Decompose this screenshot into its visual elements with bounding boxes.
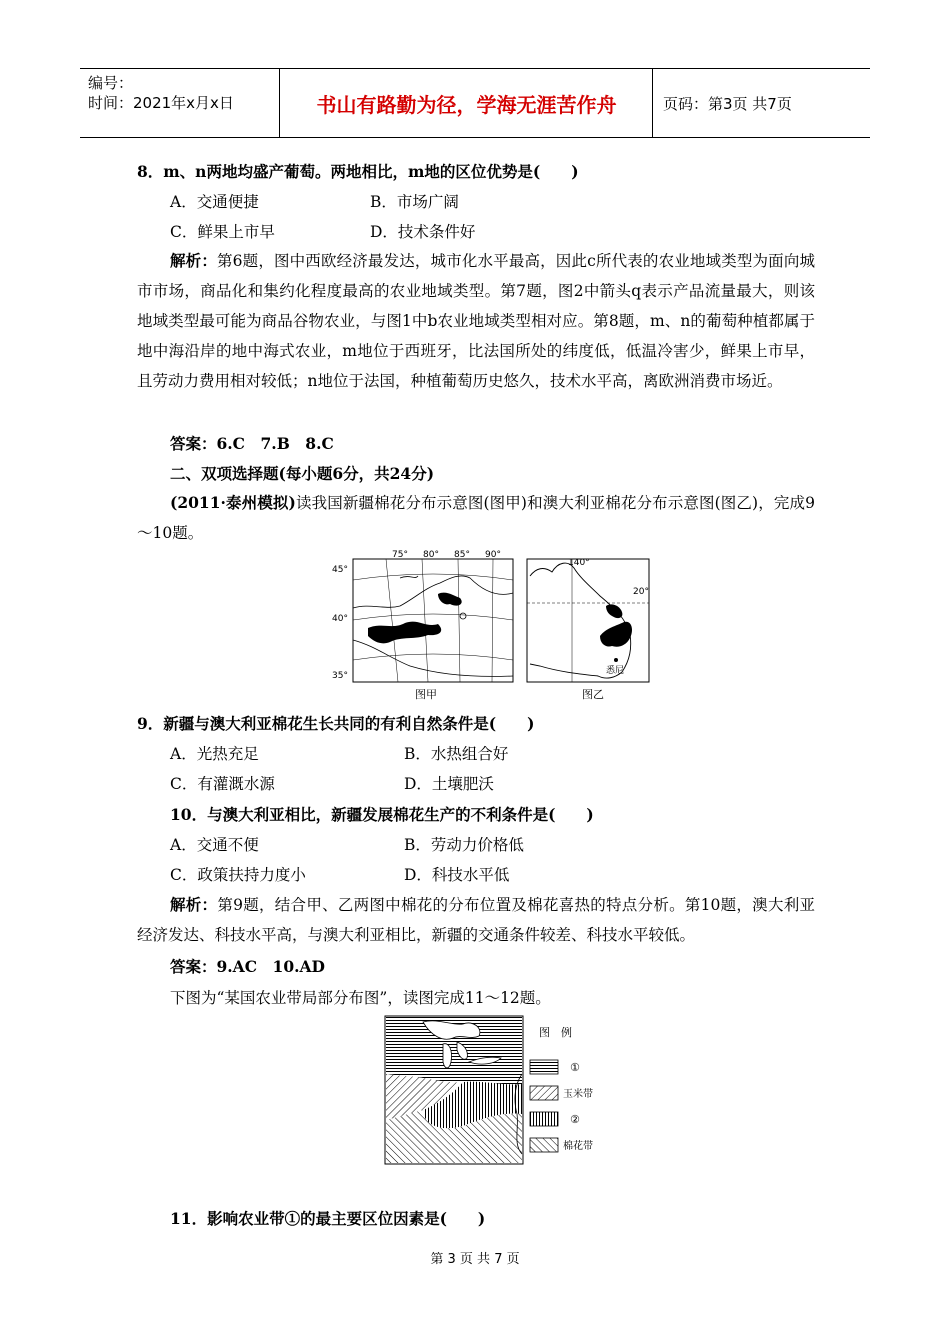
q8-option-c: C．鲜果上市早 xyxy=(170,223,275,241)
q8-stem: 8．m、n两地均盛产葡萄。两地相比，m地的区位优势是( ) xyxy=(137,162,579,181)
intro-2-source: (2011·泰州模拟) xyxy=(170,493,296,512)
caption-map-a: 图甲 xyxy=(415,688,437,701)
legend-title: 图 例 xyxy=(539,1026,572,1039)
number-label: 编号： xyxy=(88,74,134,92)
lat-label-35: 35° xyxy=(332,671,348,681)
cotton-distribution-figure xyxy=(330,548,660,700)
agricultural-belt-figure xyxy=(383,1014,623,1166)
map-b-frame xyxy=(527,559,649,682)
intro-2 xyxy=(137,488,815,548)
analysis-1 xyxy=(137,246,815,396)
legend-label-2: ② xyxy=(570,1113,580,1126)
q11-stem: 11．影响农业带①的最主要区位因素是( ) xyxy=(170,1209,486,1228)
analysis-1-text: 第6题，图中西欧经济最发达，城市化水平最高，因此c所代表的农业地域类型为面向城市市场，商品化和集约化程度最高的农业地域类型。第7题，图2中箭头q表示产品流量最大，则该地域类型最可能为商品谷物农业，与图1中b农业地域类型相对应。第8题，m、n的葡萄种植都属于地中海沿岸的地中海式农业，m地位于西班牙，比法国所处的纬度低，低温冷害少，鲜果上市早，且劳动力费用相对较低；n地位于法国，种植葡萄历史悠久，技术水平高，离欧洲消费市场近。 xyxy=(137,252,815,390)
lon-label-85: 85° xyxy=(454,550,470,560)
lon-label-90: 90° xyxy=(485,550,501,560)
lat-label-20: 20° xyxy=(633,587,649,597)
legend-swatch-cotton xyxy=(530,1138,558,1152)
q10-option-c: C．政策扶持力度小 xyxy=(170,866,306,884)
q10-option-b: B．劳动力价格低 xyxy=(404,836,524,854)
q9-option-c: C．有灌溉水源 xyxy=(170,775,275,793)
analysis-1-label: 解析： xyxy=(170,251,217,270)
q8-option-b: B．市场广阔 xyxy=(370,193,459,211)
legend-label-1: ① xyxy=(570,1061,580,1074)
header-meta xyxy=(80,69,280,137)
q10-stem: 10．与澳大利亚相比，新疆发展棉花生产的不利条件是( ) xyxy=(170,805,594,824)
legend-label-cotton: 棉花带 xyxy=(563,1141,593,1152)
lon-label-140: 140° xyxy=(568,558,590,568)
q10-option-a: A．交通不便 xyxy=(170,836,259,854)
lat-label-40: 40° xyxy=(332,614,348,624)
analysis-2-text: 第9题，结合甲、乙两图中棉花的分布位置及棉花喜热的特点分析。第10题，澳大利亚经济发达、科技水平高，与澳大利亚相比，新疆的交通条件较差、科技水平较低。 xyxy=(137,896,815,944)
caption-map-b: 图乙 xyxy=(582,688,604,701)
time-label: 时间：2021年x月x日 xyxy=(88,94,234,112)
q9-option-b: B．水热组合好 xyxy=(404,745,509,763)
page-footer: 第 3 页 共 7 页 xyxy=(430,1252,520,1267)
answer-2: 答案：9.AC 10.AD xyxy=(170,957,325,976)
header-motto: 书山有路勤为径，学海无涯苦作舟 xyxy=(281,69,653,137)
legend-swatch-corn xyxy=(530,1086,558,1100)
q8-option-d: D．技术条件好 xyxy=(370,223,476,241)
section-2-title: 二、双项选择题(每小题6分，共24分) xyxy=(170,464,435,483)
page-header xyxy=(80,68,870,138)
city-sydney: 悉尼 xyxy=(606,666,625,676)
lon-label-75: 75° xyxy=(392,550,408,560)
q8-option-a: A．交通便捷 xyxy=(170,193,259,211)
lon-label-80: 80° xyxy=(423,550,439,560)
header-page-label: 页码：第3页 共7页 xyxy=(663,94,792,113)
lat-label-45: 45° xyxy=(332,565,348,575)
legend-swatch-2 xyxy=(530,1112,558,1126)
legend-label-corn: 玉米带 xyxy=(563,1089,593,1100)
intro-2-text: 读我国新疆棉花分布示意图(图甲)和澳大利亚棉花分布示意图(图乙)，完成9～10题。 xyxy=(137,494,815,542)
q10-option-d: D．科技水平低 xyxy=(404,866,510,884)
intro-3: 下图为“某国农业带局部分布图”，读图完成11～12题。 xyxy=(170,989,551,1007)
map-a-frame xyxy=(353,559,513,682)
q9-option-a: A．光热充足 xyxy=(170,745,259,763)
q9-option-d: D．土壤肥沃 xyxy=(404,775,494,793)
analysis-2-label: 解析： xyxy=(170,895,218,914)
legend-swatch-1 xyxy=(530,1060,558,1074)
analysis-2 xyxy=(137,890,815,950)
answer-1: 答案：6.C 7.B 8.C xyxy=(170,434,334,453)
q9-stem: 9．新疆与澳大利亚棉花生长共同的有利自然条件是( ) xyxy=(137,714,535,733)
